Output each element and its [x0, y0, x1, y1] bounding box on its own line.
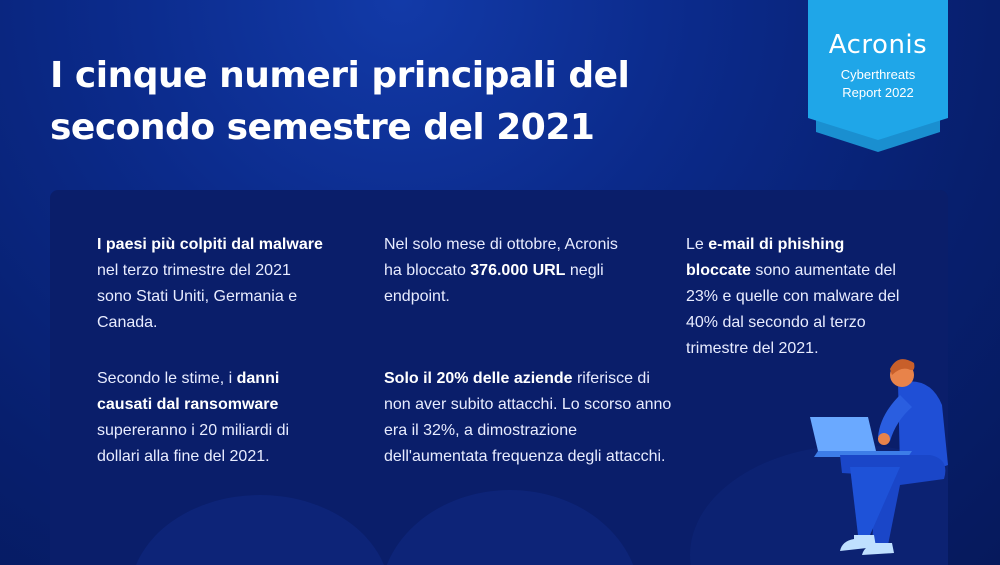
stat-companies-not-attacked	[384, 366, 674, 470]
decor-blob	[130, 495, 390, 565]
stat-4-highlight: danni causati dal ransomware	[97, 370, 280, 413]
stat-4-intro: Secondo le stime, i	[97, 370, 237, 387]
stat-blocked-urls	[384, 232, 634, 310]
title-line-2: secondo semestre del 2021	[50, 107, 595, 148]
stat-1-text: nel terzo trimestre del 2021 sono Stati Uniti, Germania e Canada.	[97, 262, 298, 331]
stat-3-intro: Le	[686, 236, 709, 253]
stat-2-text: negli endpoint.	[384, 262, 604, 305]
acronis-logo: Acronis	[828, 30, 928, 60]
stat-5-text: riferisce di non aver subito attacchi. Lo scorso anno era il 32%, a dimostrazione dell'aumentata frequenza degli attacchi.	[384, 370, 672, 465]
title-line-1: I cinque numeri principali del	[50, 55, 630, 96]
stat-3-text: sono aumentate del 23% e quelle con malware del 40% dal secondo al terzo trimestre del 2021.	[686, 262, 900, 357]
stat-most-hit-countries	[97, 232, 327, 336]
badge-subtitle-line-2: Report 2022	[842, 85, 914, 100]
page-title	[50, 50, 750, 154]
stat-2-intro: Nel solo mese di ottobre, Acronis ha bloccato	[384, 236, 618, 279]
stat-3-highlight: e-mail di phishing bloccate	[686, 236, 845, 279]
stat-5-highlight: Solo il 20% delle aziende	[384, 370, 573, 387]
decor-blob	[380, 490, 640, 565]
stat-2-highlight: 376.000 URL	[470, 262, 566, 279]
badge-subtitle-line-1: Cyberthreats	[840, 67, 916, 82]
person-with-laptop-illustration	[780, 355, 980, 565]
stat-phishing-emails	[686, 232, 906, 362]
acronis-report-badge	[808, 0, 948, 150]
stat-4-text: supereranno i 20 miliardi di dollari alla fine del 2021.	[97, 422, 290, 465]
stat-ransomware-damage	[97, 366, 327, 470]
stat-1-highlight: I paesi più colpiti dal malware	[97, 236, 323, 253]
